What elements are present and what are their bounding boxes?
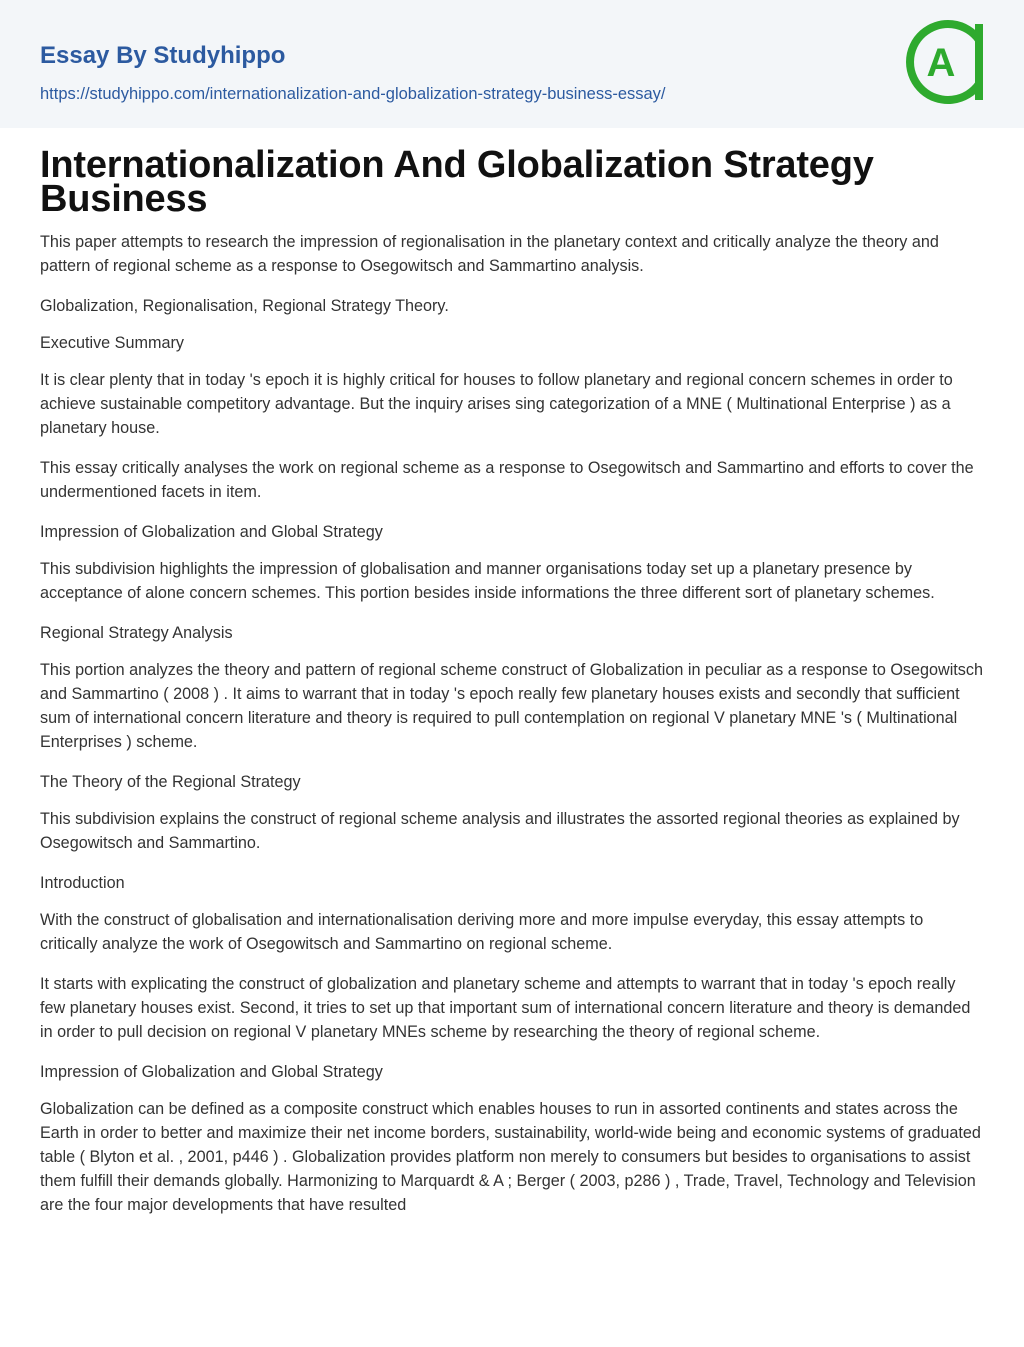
article-content bbox=[0, 128, 1024, 1217]
body-paragraph: This portion analyzes the theory and pattern of regional scheme construct of Globalization in peculiar as a response to Osegowitsch and Sammartino ( 2008 ) . It aims to warrant that in today 's epoch really few planetary houses exists and secondly that sufficient sum of international concern literature and theory is required to pull contemplation on regional V planetary MNE 's ( Multinational Enterprises ) scheme. bbox=[40, 661, 983, 751]
site-header bbox=[0, 0, 1024, 128]
studyhippo-logo-icon[interactable] bbox=[905, 18, 989, 106]
body-paragraph: This subdivision explains the construct of regional scheme analysis and illustrates the assorted regional theories as explained by Osegowitsch and Sammartino. bbox=[40, 810, 960, 852]
body-paragraph: With the construct of globalisation and internationalisation deriving more and more impulse everyday, this essay attempts to critically analyze the work of Osegowitsch and Sammartino on regional scheme. bbox=[40, 911, 924, 953]
keywords-line: Globalization, Regionalisation, Regional Strategy Theory. bbox=[40, 297, 449, 315]
section-heading: Executive Summary bbox=[40, 334, 184, 352]
page-title: Internationalization And Globalization Strategy Business bbox=[40, 144, 874, 220]
site-title[interactable]: Essay By Studyhippo bbox=[40, 42, 286, 69]
abstract-paragraph: This paper attempts to research the impression of regionalisation in the planetary context and critically analyze the theory and pattern of regional scheme as a response to Osegowitsch and Sammartino analysis. bbox=[40, 233, 939, 275]
section-heading: Regional Strategy Analysis bbox=[40, 624, 233, 642]
section-heading: Introduction bbox=[40, 874, 125, 892]
section-heading: The Theory of the Regional Strategy bbox=[40, 773, 301, 791]
body-paragraph: This subdivision highlights the impression of globalisation and manner organisations today set up a planetary presence by acceptance of alone concern schemes. This portion besides inside informations the three different sort of planetary schemes. bbox=[40, 560, 935, 602]
body-paragraph: This essay critically analyses the work on regional scheme as a response to Osegowitsch and Sammartino and efforts to cover the undermentioned facets in item. bbox=[40, 459, 974, 501]
page-url-link[interactable]: https://studyhippo.com/internationalization-and-globalization-strategy-business-essay/ bbox=[40, 85, 666, 103]
svg-text:A: A bbox=[926, 41, 956, 85]
section-heading: Impression of Globalization and Global Strategy bbox=[40, 1063, 383, 1081]
body-paragraph: It starts with explicating the construct of globalization and planetary scheme and attempts to warrant that in today 's epoch really few planetary houses exist. Second, it tries to set up that important sum of international concern literature and theory is demanded in order to pull decision on regional V planetary MNEs scheme by researching the theory of regional scheme. bbox=[40, 975, 971, 1041]
body-paragraph: It is clear plenty that in today 's epoch it is highly critical for houses to follow planetary and regional concern schemes in order to achieve sustainable competitory advantage. But the inquiry arises sing categorization of a MNE ( Multinational Enterprise ) as a planetary house. bbox=[40, 371, 953, 437]
section-heading: Impression of Globalization and Global Strategy bbox=[40, 523, 383, 541]
body-paragraph: Globalization can be defined as a composite construct which enables houses to run in assorted continents and states across the Earth in order to better and maximize their net income borders, sustainability, world-wide being and economic systems of graduated table ( Blyton et al. , 2001, p446 ) . Globalization provides platform non merely to consumers but besides to organisations to assist them fulfill their demands globally. Harmonizing to Marquardt & A ; Berger ( 2003, p286 ) , Trade, Travel, Technology and Television are the four major developments that have resulted bbox=[40, 1100, 981, 1214]
